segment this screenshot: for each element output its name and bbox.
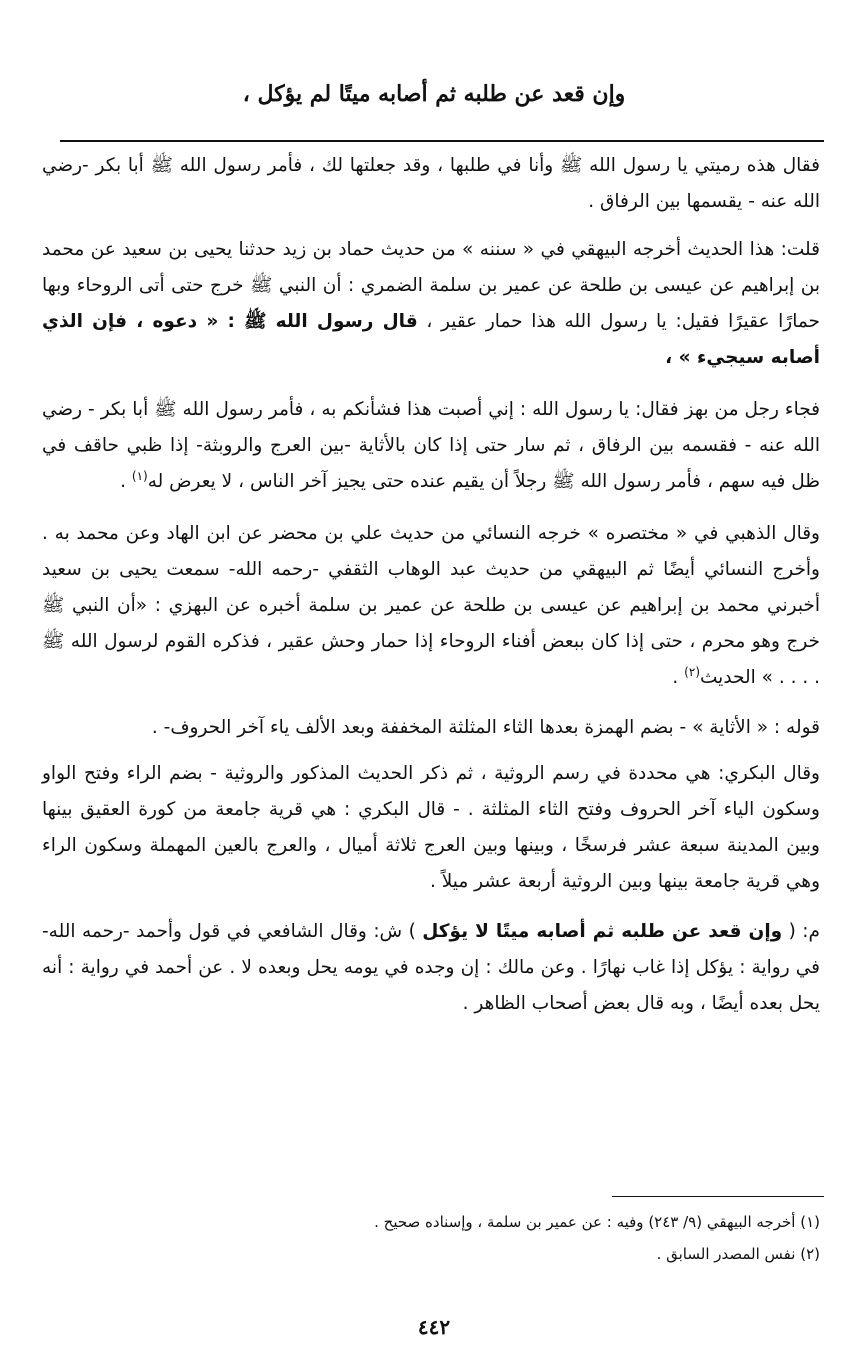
- footnotes: [80, 1206, 820, 1270]
- paragraph-5-text: قوله : « الأثاية » - بضم الهمزة بعدها الثاء المثلثة المخففة وبعد الألف ياء آخر الحروف- .: [151, 717, 820, 738]
- paragraph-2-bold-text: قال رسول الله ﷺ : « دعوه ، فإن الذي أصابه سيجيء » ،: [42, 311, 820, 368]
- paragraph-1: [42, 148, 820, 220]
- paragraph-5: [42, 710, 820, 746]
- page-number: ٤٤٢: [417, 1315, 451, 1339]
- footnote-1: (١) أخرجه البيهقي (٩/ ٢٤٣) وفيه : عن عمير بن سلمة ، وإسناده صحيح .: [374, 1213, 820, 1231]
- paragraph-7-bold-text: وإن قعد عن طلبه ثم أصابه ميتًا لا يؤكل: [422, 921, 783, 942]
- paragraph-4-text: وقال الذهبي في « مختصره » خرجه النسائي من حديث علي بن محضر عن ابن الهاد وعن محمد به . وأخرج النسائي أيضًا ثم البيهقي من حديث عبد الوهاب الثقفي -رحمه الله- سمعت يحيى بن سعيد أخبرني محمد بن إبراهيم عن عيسى بن طلحة عن عمير بن سلمة أخبره عن البهزي : «أن النبي ﷺ خرج وهو محرم ، حتى إذا كان ببعض أفناء الروحاء إذا حمار وحش عقير ، فذكره القوم لرسول الله ﷺ . . . . » الحديث: [42, 523, 820, 688]
- footnote-2: (٢) نفس المصدر السابق .: [656, 1245, 820, 1263]
- header-rule: [60, 140, 824, 142]
- footnote-ref-1: (١): [131, 468, 148, 483]
- paragraph-6-text: وقال البكري: هي محددة في رسم الروثية ، ثم ذكر الحديث المذكور والروثية - بضم الراء وفتح الواو وسكون الياء آخر الحروف وفتح الثاء المثلثة . - قال البكري : هي قرية جامعة من كورة العقيق بينها وبين المدينة سبعة عشر فرسخًا ، وبينها وبين العرج ثلاثة أميال ، والعرج بالعين المهملة وسكون الراء وهي قرية جامعة بينها وبين الروثية أربعة عشر ميلاً .: [42, 763, 820, 892]
- paragraph-1-text: فقال هذه رميتي يا رسول الله ﷺ وأنا في طلبها ، وقد جعلتها لك ، فأمر رسول الله ﷺ أبا بكر -رضي الله عنه - يقسمها بين الرفاق .: [42, 155, 820, 212]
- paragraph-3: [42, 392, 820, 500]
- paragraph-6: [42, 756, 820, 900]
- footnote-ref-2: (٢): [684, 664, 700, 679]
- paragraph-7-text: ) ش: وقال الشافعي في قول وأحمد -رحمه الله- في رواية : يؤكل إذا غاب نهارًا . وعن مالك : إن وجده في يومه يحل وبعده لا . عن أحمد في رواية : أنه يحل بعده أيضًا ، وبه قال بعض أصحاب الظاهر .: [42, 921, 820, 1014]
- main-text: [42, 148, 820, 1022]
- paragraph-4: [42, 516, 820, 696]
- paragraph-7-prefix: م: (: [782, 921, 820, 942]
- running-header: وإن قعد عن طلبه ثم أصابه ميتًا لم يؤكل ،: [242, 81, 626, 107]
- paragraph-2-text: قلت: هذا الحديث أخرجه البيهقي في « سننه » من حديث حماد بن زيد حدثنا يحيى بن سعيد عن محمد بن إبراهيم عن عيسى بن طلحة عن عمير بن سلمة الضمري : أن النبي ﷺ خرج حتى أتى الروحاء وبها حمارًا عقيرًا فقيل: يا رسول الله هذا حمار عقير ،: [42, 239, 820, 332]
- footnote-rule: [612, 1196, 824, 1197]
- paragraph-4-end: .: [672, 667, 685, 688]
- paragraph-3-text: فجاء رجل من بهز فقال: يا رسول الله : إني أصبت هذا فشأنكم به ، فأمر رسول الله ﷺ أبا بكر - رضي الله عنه - فقسمه بين الرفاق ، ثم سار حتى إذا كان بالأثاية -بين العرج والروبثة- إذا ظبي حاقف في ظل فيه سهم ، فأمر رسول الله ﷺ رجلاً أن يقيم عنده حتى يجيز آخر الناس ، لا يعرض له: [42, 399, 820, 492]
- paragraph-7: [42, 914, 820, 1022]
- paragraph-2: [42, 232, 820, 376]
- paragraph-3-end: .: [120, 471, 132, 492]
